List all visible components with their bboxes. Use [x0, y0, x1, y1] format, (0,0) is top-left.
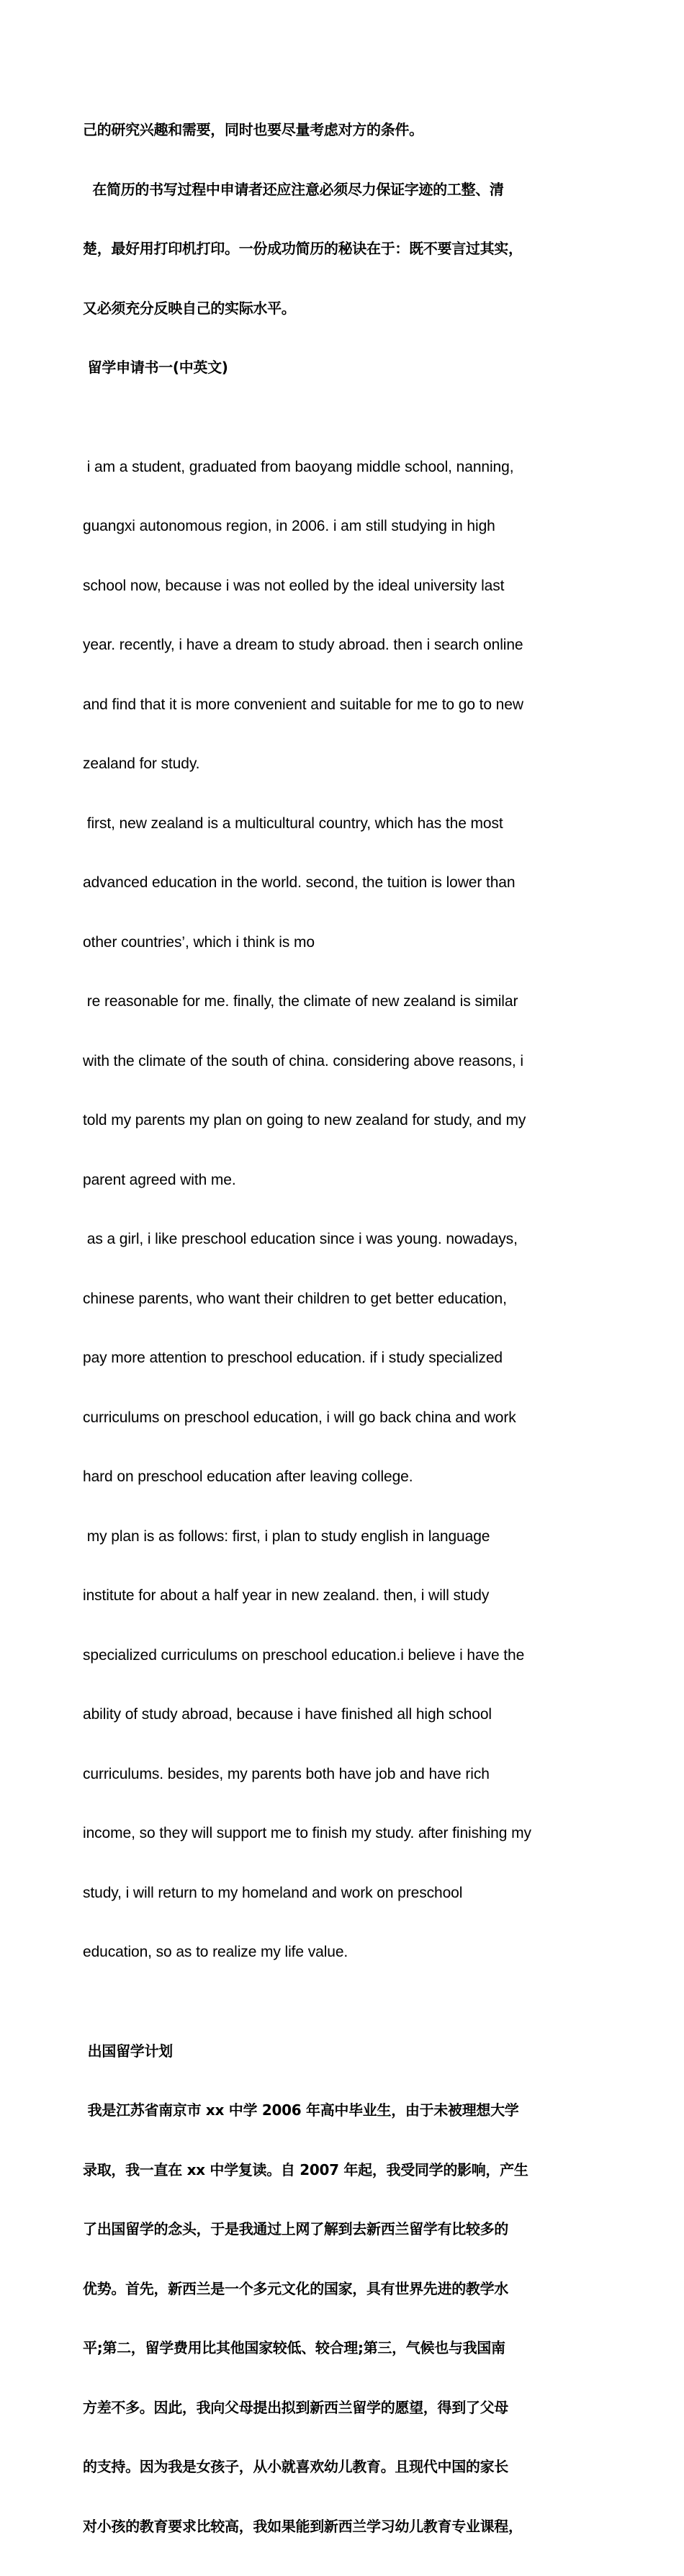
text-line: 对小孩的教育要求比较高，我如果能到新西兰学习幼儿教育专业课程，	[83, 2517, 608, 2537]
cn-plan-paragraph	[83, 2002, 608, 2576]
text-line: i am a student, graduated from baoyang middle school, nanning,	[83, 457, 608, 477]
text-line: 了出国留学的念头，于是我通过上网了解到去新西兰留学有比较多的	[83, 2220, 608, 2240]
text-line: re reasonable for me. finally, the climate of new zealand is similar	[83, 992, 608, 1012]
document-page	[83, 81, 608, 2576]
text-line: told my parents my plan on going to new zealand for study, and my	[83, 1110, 608, 1131]
text-line: 的支持。因为我是女孩子，从小就喜欢幼儿教育。且现代中国的家长	[83, 2457, 608, 2477]
text-line: zealand for study.	[83, 754, 608, 774]
text-line: ability of study abroad, because i have finished all high school	[83, 1705, 608, 1725]
text-line: income, so they will support me to finish my study. after finishing my	[83, 1823, 608, 1844]
section-heading: 留学申请书一(中英文)	[83, 358, 608, 378]
section-heading: 出国留学计划	[83, 2042, 608, 2062]
text-line: study, i will return to my homeland and work on preschool	[83, 1883, 608, 1903]
en-body-paragraph	[83, 418, 608, 2002]
text-line: chinese parents, who want their children to get better education,	[83, 1289, 608, 1309]
text-line: my plan is as follows: first, i plan to study english in language	[83, 1527, 608, 1547]
text-line: and find that it is more convenient and suitable for me to go to new	[83, 695, 608, 715]
text-line: education, so as to realize my life value.	[83, 1942, 608, 1962]
text-line: curriculums. besides, my parents both have job and have rich	[83, 1764, 608, 1785]
text-line: 录取，我一直在 xx 中学复读。自 2007 年起，我受同学的影响，产生	[83, 2160, 608, 2181]
text-line: curriculums on preschool education, i will go back china and work	[83, 1408, 608, 1428]
text-line: guangxi autonomous region, in 2006. i am still studying in high	[83, 516, 608, 537]
text-line: school now, because i was not eolled by the ideal university last	[83, 576, 608, 596]
text-line: hard on preschool education after leaving college.	[83, 1467, 608, 1487]
text-line: advanced education in the world. second, the tuition is lower than	[83, 873, 608, 893]
text-line: specialized curriculums on preschool education.i believe i have the	[83, 1646, 608, 1666]
text-line: 己的研究兴趣和需要，同时也要尽量考虑对方的条件。	[83, 120, 608, 140]
text-line: 又必须充分反映自己的实际水平。	[83, 299, 608, 319]
cn-intro-paragraph	[83, 81, 608, 418]
text-line: 在简历的书写过程中申请者还应注意必须尽力保证字迹的工整、清	[83, 180, 608, 200]
text-line: as a girl, i like preschool education since i was young. nowadays,	[83, 1229, 608, 1249]
text-line: parent agreed with me.	[83, 1170, 608, 1190]
text-line: first, new zealand is a multicultural country, which has the most	[83, 814, 608, 834]
text-line: with the climate of the south of china. considering above reasons, i	[83, 1051, 608, 1072]
text-line: 方差不多。因此，我向父母提出拟到新西兰留学的愿望，得到了父母	[83, 2398, 608, 2418]
text-line: 平;第二，留学费用比其他国家较低、较合理;第三，气候也与我国南	[83, 2338, 608, 2359]
text-line: 楚，最好用打印机打印。一份成功简历的秘诀在于：既不要言过其实，	[83, 239, 608, 259]
text-line: institute for about a half year in new zealand. then, i will study	[83, 1586, 608, 1606]
text-line: pay more attention to preschool education. if i study specialized	[83, 1348, 608, 1368]
text-line: 我是江苏省南京市 xx 中学 2006 年高中毕业生，由于未被理想大学	[83, 2101, 608, 2121]
text-line: 优势。首先，新西兰是一个多元文化的国家，具有世界先进的教学水	[83, 2279, 608, 2299]
text-line: other countries’, which i think is mo	[83, 933, 608, 953]
text-line: year. recently, i have a dream to study abroad. then i search online	[83, 635, 608, 655]
